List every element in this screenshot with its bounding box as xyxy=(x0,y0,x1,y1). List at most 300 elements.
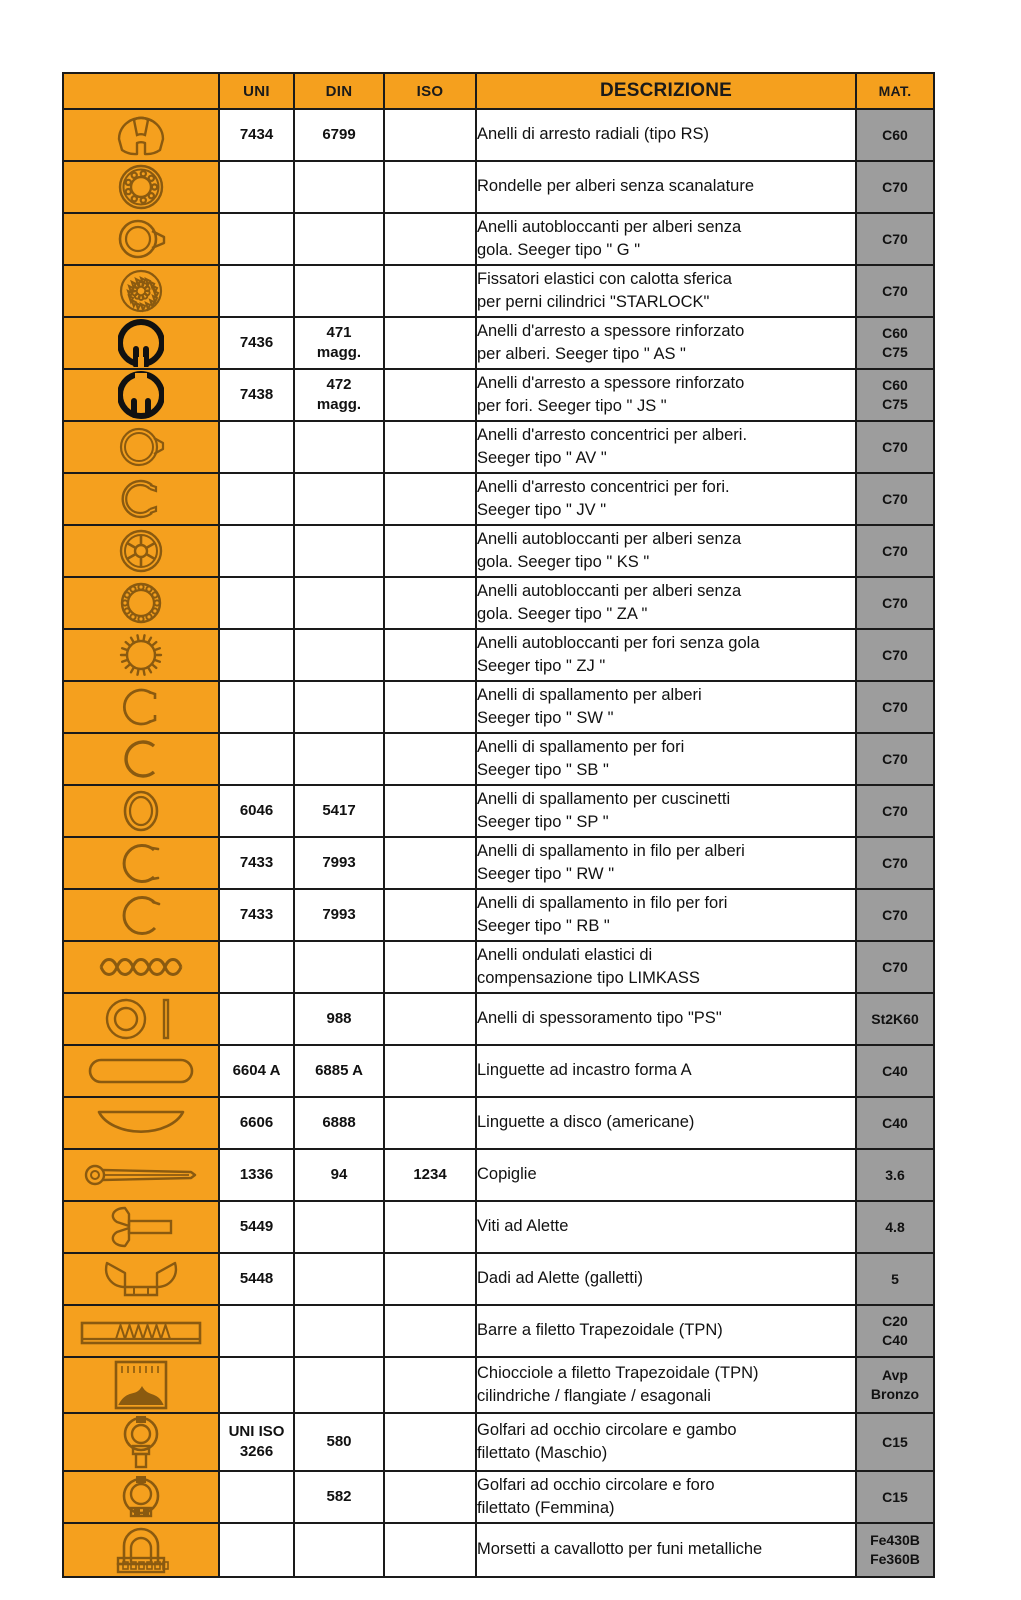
material-cell xyxy=(856,265,934,317)
din-code-cell xyxy=(294,681,384,733)
din-code-cell xyxy=(294,1305,384,1357)
description-cell xyxy=(476,525,856,577)
column-header-iso: ISO xyxy=(384,73,476,109)
description-line2: gola. Seeger tipo " G " xyxy=(477,241,641,259)
uni-code-cell xyxy=(219,1413,294,1471)
column-header-uni: UNI xyxy=(219,73,294,109)
material-cell xyxy=(856,213,934,265)
uni-code-cell xyxy=(219,785,294,837)
description-line1: Copiglie xyxy=(477,1165,537,1184)
uni-code-cell xyxy=(219,1201,294,1253)
din-code-cell-line2: magg. xyxy=(316,396,362,413)
material-line1: 4.8 xyxy=(885,1218,905,1235)
din-code-cell xyxy=(294,1357,384,1413)
description-cell xyxy=(476,577,856,629)
iso-code-cell xyxy=(384,109,476,161)
din-code-cell xyxy=(294,109,384,161)
material-line1: C70 xyxy=(882,698,908,715)
din-code-cell-line1: 471 xyxy=(326,323,352,341)
material-line2: Bronzo xyxy=(870,1386,920,1402)
description-line1: Golfari ad occhio circolare e foro xyxy=(477,1475,715,1494)
table-row xyxy=(63,681,934,733)
din-code-cell-line1: 582 xyxy=(326,1487,352,1505)
fastener-catalog-table xyxy=(62,72,935,1578)
header-row xyxy=(63,73,934,109)
material-line1: C70 xyxy=(882,958,908,975)
uni-code-cell xyxy=(219,369,294,421)
description-line1: Anelli autobloccanti per alberi senza xyxy=(477,529,742,548)
din-code-cell-line2: magg. xyxy=(316,344,362,361)
material-cell xyxy=(856,1201,934,1253)
din-code-cell xyxy=(294,161,384,213)
description-line2: compensazione tipo LIMKASS xyxy=(477,969,700,987)
product-image-cell xyxy=(63,1413,219,1471)
description-line1: Golfari ad occhio circolare e gambo xyxy=(477,1420,737,1439)
material-line1: C40 xyxy=(882,1062,908,1079)
uni-code-cell-line1: 7434 xyxy=(239,125,274,143)
material-line1: C70 xyxy=(882,802,908,819)
description-line1: Linguette ad incastro forma A xyxy=(477,1061,692,1080)
iso-code-cell xyxy=(384,837,476,889)
description-line1: Chiocciole a filetto Trapezoidale (TPN) xyxy=(477,1363,759,1382)
product-image-cell xyxy=(63,161,219,213)
seeger-zj-ring-icon xyxy=(116,646,166,663)
material-cell xyxy=(856,1357,934,1413)
description-cell xyxy=(476,421,856,473)
table-row xyxy=(63,265,934,317)
din-code-cell-line1: 580 xyxy=(326,1432,352,1450)
table-row xyxy=(63,733,934,785)
description-line1: Anelli di arresto radiali (tipo RS) xyxy=(477,125,710,144)
material-cell xyxy=(856,369,934,421)
din-code-cell xyxy=(294,1413,384,1471)
din-code-cell xyxy=(294,785,384,837)
product-image-cell xyxy=(63,577,219,629)
description-line1: Rondelle per alberi senza scanalature xyxy=(477,177,755,196)
iso-code-cell xyxy=(384,993,476,1045)
material-line2: C75 xyxy=(882,344,908,360)
product-image-cell xyxy=(63,785,219,837)
description-line1: Morsetti a cavallotto per funi metalliche xyxy=(477,1540,763,1559)
table-row xyxy=(63,837,934,889)
material-line1: C70 xyxy=(882,230,908,247)
din-code-cell xyxy=(294,837,384,889)
uni-code-cell xyxy=(219,1149,294,1201)
description-cell xyxy=(476,1523,856,1577)
din-code-cell xyxy=(294,1149,384,1201)
din-code-cell xyxy=(294,629,384,681)
material-line1: C70 xyxy=(882,646,908,663)
description-cell xyxy=(476,109,856,161)
seeger-js-ring-icon xyxy=(118,386,164,403)
product-image-cell xyxy=(63,993,219,1045)
uni-code-cell xyxy=(219,1305,294,1357)
description-cell xyxy=(476,317,856,369)
iso-code-cell xyxy=(384,161,476,213)
uni-code-cell-line1: 7433 xyxy=(239,853,274,871)
iso-code-cell xyxy=(384,525,476,577)
product-image-cell xyxy=(63,1097,219,1149)
iso-code-cell xyxy=(384,1097,476,1149)
description-line1: Anelli di spallamento per cuscinetti xyxy=(477,789,731,808)
uni-code-cell-line1: 7433 xyxy=(239,905,274,923)
description-line2: Seeger tipo " RB " xyxy=(477,917,610,935)
seeger-sw-ring-icon xyxy=(118,698,164,715)
din-code-cell xyxy=(294,733,384,785)
description-line1: Barre a filetto Trapezoidale (TPN) xyxy=(477,1321,723,1340)
table-row xyxy=(63,421,934,473)
material-cell xyxy=(856,837,934,889)
din-code-cell-line1: 94 xyxy=(330,1165,348,1183)
iso-code-cell xyxy=(384,785,476,837)
din-code-cell xyxy=(294,993,384,1045)
material-cell xyxy=(856,681,934,733)
iso-code-cell xyxy=(384,1523,476,1577)
material-line2: C40 xyxy=(882,1332,908,1348)
material-line1: C60 xyxy=(882,126,908,143)
product-image-cell xyxy=(63,1201,219,1253)
eye-nut-female-icon xyxy=(115,1488,167,1505)
uni-code-cell xyxy=(219,1523,294,1577)
product-image-cell xyxy=(63,681,219,733)
product-image-cell xyxy=(63,941,219,993)
description-cell xyxy=(476,1305,856,1357)
table-row xyxy=(63,785,934,837)
description-line1: Linguette a disco (americane) xyxy=(477,1113,695,1132)
product-image-cell xyxy=(63,1471,219,1523)
table-row xyxy=(63,993,934,1045)
material-cell xyxy=(856,941,934,993)
seeger-as-ring-icon xyxy=(118,334,164,351)
material-cell xyxy=(856,317,934,369)
uni-code-cell-line1: 6046 xyxy=(239,801,274,819)
table-row xyxy=(63,1523,934,1577)
description-cell xyxy=(476,837,856,889)
material-line2: C75 xyxy=(882,396,908,412)
description-line2: Seeger tipo " SP " xyxy=(477,813,609,831)
table-row xyxy=(63,1357,934,1413)
material-cell xyxy=(856,1305,934,1357)
iso-code-cell xyxy=(384,265,476,317)
table-row xyxy=(63,161,934,213)
din-code-cell xyxy=(294,473,384,525)
parallel-key-form-a-icon xyxy=(87,1062,195,1079)
uni-code-cell xyxy=(219,1357,294,1413)
description-cell xyxy=(476,941,856,993)
uni-code-cell xyxy=(219,473,294,525)
description-line2: gola. Seeger tipo " KS " xyxy=(477,553,650,571)
description-cell xyxy=(476,629,856,681)
iso-code-cell xyxy=(384,1413,476,1471)
description-cell xyxy=(476,1201,856,1253)
uni-code-cell-line1: 1336 xyxy=(239,1165,274,1183)
uni-code-cell xyxy=(219,629,294,681)
iso-code-cell xyxy=(384,1357,476,1413)
din-code-cell xyxy=(294,1045,384,1097)
wing-nut-icon xyxy=(101,1270,181,1287)
description-line1: Fissatori elastici con calotta sferica xyxy=(477,269,732,288)
material-cell xyxy=(856,1523,934,1577)
iso-code-cell xyxy=(384,317,476,369)
uni-code-cell-line1: 7438 xyxy=(239,385,274,403)
din-code-cell-line1: 472 xyxy=(326,375,352,393)
material-line1: C15 xyxy=(882,1433,908,1450)
description-line1: Viti ad Alette xyxy=(477,1217,569,1236)
seeger-rb-wire-ring-icon xyxy=(118,906,164,923)
description-cell xyxy=(476,1413,856,1471)
uni-code-cell xyxy=(219,265,294,317)
description-line1: Anelli d'arresto concentrici per alberi. xyxy=(477,425,748,444)
product-image-cell xyxy=(63,1357,219,1413)
description-line1: Anelli di spallamento per alberi xyxy=(477,685,702,704)
description-line1: Anelli di spallamento per fori xyxy=(477,737,685,756)
material-line1: Avp xyxy=(882,1367,908,1384)
iso-code-cell xyxy=(384,369,476,421)
description-line1: Dadi ad Alette (galletti) xyxy=(477,1269,644,1288)
material-cell xyxy=(856,785,934,837)
table-row xyxy=(63,369,934,421)
description-line2: filettato (Femmina) xyxy=(477,1499,615,1517)
table-row xyxy=(63,525,934,577)
material-line1: C15 xyxy=(882,1488,908,1505)
description-line2: Seeger tipo " SB " xyxy=(477,761,609,779)
din-code-cell xyxy=(294,213,384,265)
product-image-cell xyxy=(63,1305,219,1357)
uni-code-cell-line1: 6606 xyxy=(239,1113,274,1131)
table-row xyxy=(63,1413,934,1471)
table-row xyxy=(63,213,934,265)
description-line2: Seeger tipo " SW " xyxy=(477,709,614,727)
iso-code-cell xyxy=(384,1305,476,1357)
shim-ring-ps-icon xyxy=(100,1010,182,1027)
product-image-cell xyxy=(63,109,219,161)
material-cell xyxy=(856,577,934,629)
description-cell xyxy=(476,681,856,733)
iso-code-cell xyxy=(384,1253,476,1305)
material-cell xyxy=(856,1045,934,1097)
din-code-cell-line1: 6888 xyxy=(322,1113,356,1131)
seeger-sb-ring-icon xyxy=(118,750,164,767)
material-line1: 3.6 xyxy=(885,1166,905,1183)
uni-code-cell xyxy=(219,681,294,733)
description-cell xyxy=(476,1253,856,1305)
table-row xyxy=(63,109,934,161)
material-line2: Fe360B xyxy=(870,1551,920,1567)
material-line1: C70 xyxy=(882,594,908,611)
description-cell xyxy=(476,213,856,265)
table-row xyxy=(63,1253,934,1305)
woodruff-key-icon xyxy=(95,1114,187,1131)
material-line1: C70 xyxy=(882,490,908,507)
seeger-ks-ring-icon xyxy=(116,542,166,559)
table-row xyxy=(63,1305,934,1357)
material-line1: C70 xyxy=(882,906,908,923)
material-cell xyxy=(856,733,934,785)
description-cell xyxy=(476,1045,856,1097)
product-image-cell xyxy=(63,1253,219,1305)
din-code-cell-line1: 6885 A xyxy=(315,1061,363,1079)
starlock-cap-fastener-icon xyxy=(116,282,166,299)
material-line1: C70 xyxy=(882,438,908,455)
iso-code-cell xyxy=(384,941,476,993)
din-code-cell xyxy=(294,889,384,941)
product-image-cell xyxy=(63,473,219,525)
toothed-washer-icon xyxy=(116,178,166,195)
description-line2: Seeger tipo " RW " xyxy=(477,865,615,883)
din-code-cell-line1: 7993 xyxy=(322,905,356,923)
uni-code-cell-line1: 7436 xyxy=(239,333,274,351)
uni-code-cell xyxy=(219,577,294,629)
din-code-cell xyxy=(294,1523,384,1577)
product-image-cell xyxy=(63,1523,219,1577)
uni-code-cell xyxy=(219,1471,294,1523)
din-code-cell xyxy=(294,265,384,317)
iso-code-cell xyxy=(384,889,476,941)
iso-code-cell xyxy=(384,681,476,733)
uni-code-cell xyxy=(219,941,294,993)
din-code-cell xyxy=(294,1201,384,1253)
seeger-rw-wire-ring-icon xyxy=(118,854,164,871)
iso-code-cell xyxy=(384,1045,476,1097)
table-header xyxy=(63,73,934,109)
iso-code-cell xyxy=(384,421,476,473)
product-image-cell xyxy=(63,421,219,473)
description-line1: Anelli autobloccanti per alberi senza xyxy=(477,581,742,600)
material-cell xyxy=(856,629,934,681)
din-code-cell xyxy=(294,577,384,629)
iso-code-cell xyxy=(384,473,476,525)
description-line2: cilindriche / flangiate / esagonali xyxy=(477,1387,711,1405)
description-line1: Anelli ondulati elastici di xyxy=(477,945,653,964)
product-image-cell xyxy=(63,317,219,369)
uni-code-cell xyxy=(219,161,294,213)
material-line1: Fe430B xyxy=(870,1532,920,1549)
description-cell xyxy=(476,733,856,785)
iso-code-cell xyxy=(384,213,476,265)
uni-code-cell xyxy=(219,109,294,161)
uni-code-cell xyxy=(219,213,294,265)
description-line1: Anelli autobloccanti per alberi senza xyxy=(477,217,742,236)
material-cell xyxy=(856,473,934,525)
material-cell xyxy=(856,1413,934,1471)
description-line1: Anelli di spessoramento tipo "PS" xyxy=(477,1009,722,1028)
description-cell xyxy=(476,161,856,213)
uni-code-cell xyxy=(219,889,294,941)
din-code-cell xyxy=(294,421,384,473)
description-cell xyxy=(476,473,856,525)
product-image-cell xyxy=(63,733,219,785)
table-row xyxy=(63,317,934,369)
table-row xyxy=(63,1045,934,1097)
split-cotter-pin-icon xyxy=(83,1166,199,1183)
description-line1: Anelli di spallamento in filo per fori xyxy=(477,893,728,912)
description-line2: per fori. Seeger tipo " JS " xyxy=(477,397,667,415)
column-header-mat: MAT. xyxy=(856,73,934,109)
table-row xyxy=(63,941,934,993)
din-code-cell xyxy=(294,525,384,577)
material-line1: C60 xyxy=(882,325,908,342)
material-cell xyxy=(856,993,934,1045)
seeger-sp-ring-icon xyxy=(117,802,165,819)
uni-code-cell xyxy=(219,317,294,369)
product-image-cell xyxy=(63,629,219,681)
seeger-jv-ring-icon xyxy=(116,490,166,507)
material-line1: C70 xyxy=(882,854,908,871)
material-line1: C70 xyxy=(882,178,908,195)
material-cell xyxy=(856,109,934,161)
material-line1: C70 xyxy=(882,282,908,299)
uni-code-cell xyxy=(219,421,294,473)
description-cell xyxy=(476,1097,856,1149)
table-row xyxy=(63,1149,934,1201)
iso-code-cell xyxy=(384,1149,476,1201)
product-image-cell xyxy=(63,889,219,941)
description-cell xyxy=(476,265,856,317)
column-header-image xyxy=(63,73,219,109)
material-line1: C40 xyxy=(882,1114,908,1131)
material-cell xyxy=(856,525,934,577)
description-line1: Anelli d'arresto a spessore rinforzato xyxy=(477,373,745,392)
iso-code-cell xyxy=(384,1471,476,1523)
description-cell xyxy=(476,889,856,941)
description-line1: Anelli d'arresto a spessore rinforzato xyxy=(477,321,745,340)
uni-code-cell xyxy=(219,1045,294,1097)
iso-code-cell xyxy=(384,1201,476,1253)
din-code-cell xyxy=(294,1471,384,1523)
table-row xyxy=(63,1471,934,1523)
material-line1: C70 xyxy=(882,750,908,767)
eye-bolt-male-icon xyxy=(115,1433,167,1450)
material-cell xyxy=(856,1097,934,1149)
iso-code-cell xyxy=(384,629,476,681)
product-image-cell xyxy=(63,1149,219,1201)
retaining-ring-radial-rs-icon xyxy=(114,126,168,143)
product-image-cell xyxy=(63,265,219,317)
material-line1: C60 xyxy=(882,377,908,394)
seeger-av-ring-icon xyxy=(114,438,168,455)
uni-code-cell xyxy=(219,993,294,1045)
material-cell xyxy=(856,1253,934,1305)
iso-code-cell xyxy=(384,733,476,785)
uni-code-cell-line1: UNI ISO xyxy=(228,1422,285,1440)
uni-code-cell-line1: 5448 xyxy=(239,1269,274,1287)
seeger-za-ring-icon xyxy=(116,594,166,611)
description-line2: filettato (Maschio) xyxy=(477,1444,608,1462)
description-cell xyxy=(476,369,856,421)
table-body xyxy=(63,109,934,1577)
din-code-cell-line1: 6799 xyxy=(322,125,356,143)
material-line1: C20 xyxy=(882,1313,908,1330)
product-image-cell xyxy=(63,369,219,421)
product-image-cell xyxy=(63,525,219,577)
din-code-cell-line1: 7993 xyxy=(322,853,356,871)
product-image-cell xyxy=(63,837,219,889)
description-line2: gola. Seeger tipo " ZA " xyxy=(477,605,648,623)
din-code-cell xyxy=(294,941,384,993)
table-row xyxy=(63,1201,934,1253)
material-line1: C70 xyxy=(882,542,908,559)
description-cell xyxy=(476,1357,856,1413)
product-image-cell xyxy=(63,213,219,265)
description-line2: Seeger tipo " JV " xyxy=(477,501,607,519)
uni-code-cell xyxy=(219,837,294,889)
uni-code-cell-line2: 3266 xyxy=(239,1443,274,1460)
wave-spring-limkass-icon xyxy=(97,958,185,975)
iso-code-cell-line1: 1234 xyxy=(413,1165,447,1183)
uni-code-cell-line1: 5449 xyxy=(239,1217,274,1235)
uni-code-cell xyxy=(219,733,294,785)
din-code-cell xyxy=(294,369,384,421)
